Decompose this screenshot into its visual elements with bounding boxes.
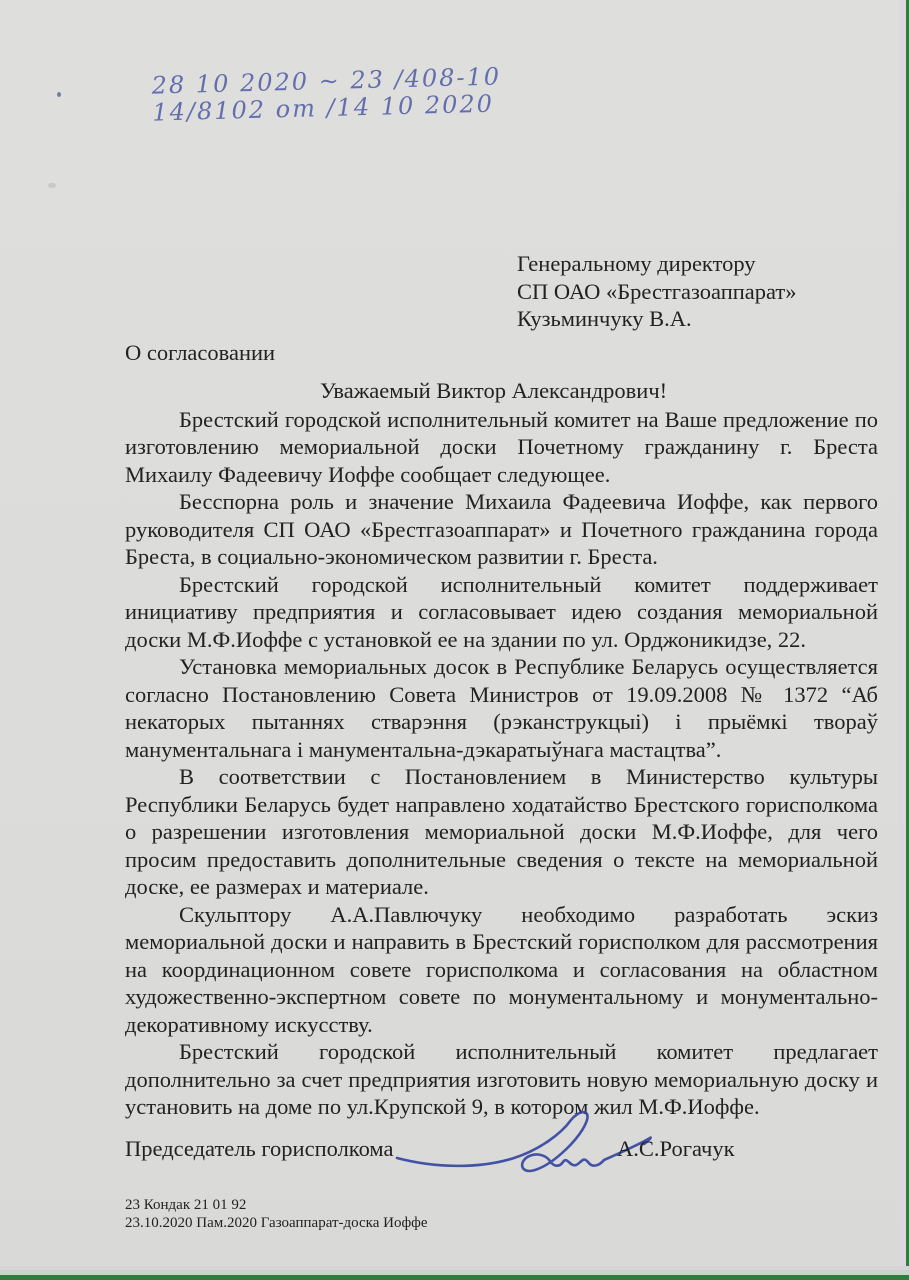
signer-name: А.С.Рогачук <box>617 1136 735 1161</box>
paragraph-2: Бесспорна роль и значение Михаила Фадеевича Иоффе, как первого руководителя СП ОАО «Брестгазоаппарат» и Почетного гражданина города Бреста, в социально-экономическом развитии г. Бреста. <box>125 489 878 569</box>
addressee-line-company: СП ОАО «Брестгазоаппарат» <box>517 278 797 304</box>
subject-line: О согласовании <box>125 340 276 365</box>
handwritten-note-line2: 14/8102 от /14 10 2020 <box>152 89 495 127</box>
handwritten-note-line1: 28 10 2020 ~ 23 /408-10 <box>151 62 502 100</box>
handwritten-signature <box>393 1106 655 1184</box>
addressee-block <box>517 250 797 333</box>
scan-smudge <box>48 183 56 188</box>
handwritten-registration-note <box>151 63 502 126</box>
paragraph-4: Установка мемориальных досок в Республике Беларусь осуществляется согласно Постановлению Совета Министров от 19.09.2008 № 1372 “Аб некаторых пытаннях стварэння (рэканструкцыі) і прыёмкі твораў манументальнага і манументальна-дэкаратыўнага мастацтва”. <box>125 654 878 762</box>
ink-speck <box>57 92 61 97</box>
scan-edge-bottom-green <box>0 1275 909 1280</box>
paragraph-1: Брестский городской исполнительный комитет на Ваше предложение по изготовлению мемориальной доски Почетному гражданину г. Бреста Михаилу Фадеевичу Иоффе сообщает следующее. <box>125 406 878 487</box>
paragraph-6: Скульптору А.А.Павлючуку необходимо разработать эскиз мемориальной доски и направить в Брестский горисполком для рассмотрения на координационном совете горисполкома и согласования на областном художественно-экспертном совете по монументальному и монументально-декоративному искусству. <box>125 901 878 1037</box>
letter-body <box>125 377 878 1121</box>
paragraph-7: Брестский городской исполнительный комитет предлагает дополнительно за счет предприятия изготовить новую мемориальную доску и установить на доме по ул.Крупской 9, в котором жил М.Ф.Иоффе. <box>125 1039 878 1119</box>
footer-reference <box>125 1197 428 1232</box>
signer-title: Председатель горисполкома <box>125 1136 394 1161</box>
addressee-line-position: Генеральному директору <box>517 251 756 276</box>
addressee-line-name: Кузьминчуку В.А. <box>517 306 692 331</box>
paragraph-5: В соответствии с Постановлением в Министерство культуры Республики Беларусь будет направлено ходатайство Брестского горисполкома о разрешении изготовления мемориальной доски М.Ф.Иоффе, для чего просим предоставить дополнительные сведения о тексте на мемориальной доске, ее размерах и материале. <box>125 764 878 899</box>
salutation: Уважаемый Виктор Александрович! <box>320 378 668 403</box>
scan-edge-band <box>899 0 906 1280</box>
footer-line1: 23 Кондак 21 01 92 <box>125 1197 247 1213</box>
footer-line2: 23.10.2020 Пам.2020 Газоаппарат-доска Иоффе <box>125 1214 428 1231</box>
paragraph-3: Брестский городской исполнительный комитет поддерживает инициативу предприятия и согласовывает идею создания мемориальной доски М.Ф.Иоффе с установкой ее на здании по ул. Орджоникидзе, 22. <box>125 571 878 652</box>
